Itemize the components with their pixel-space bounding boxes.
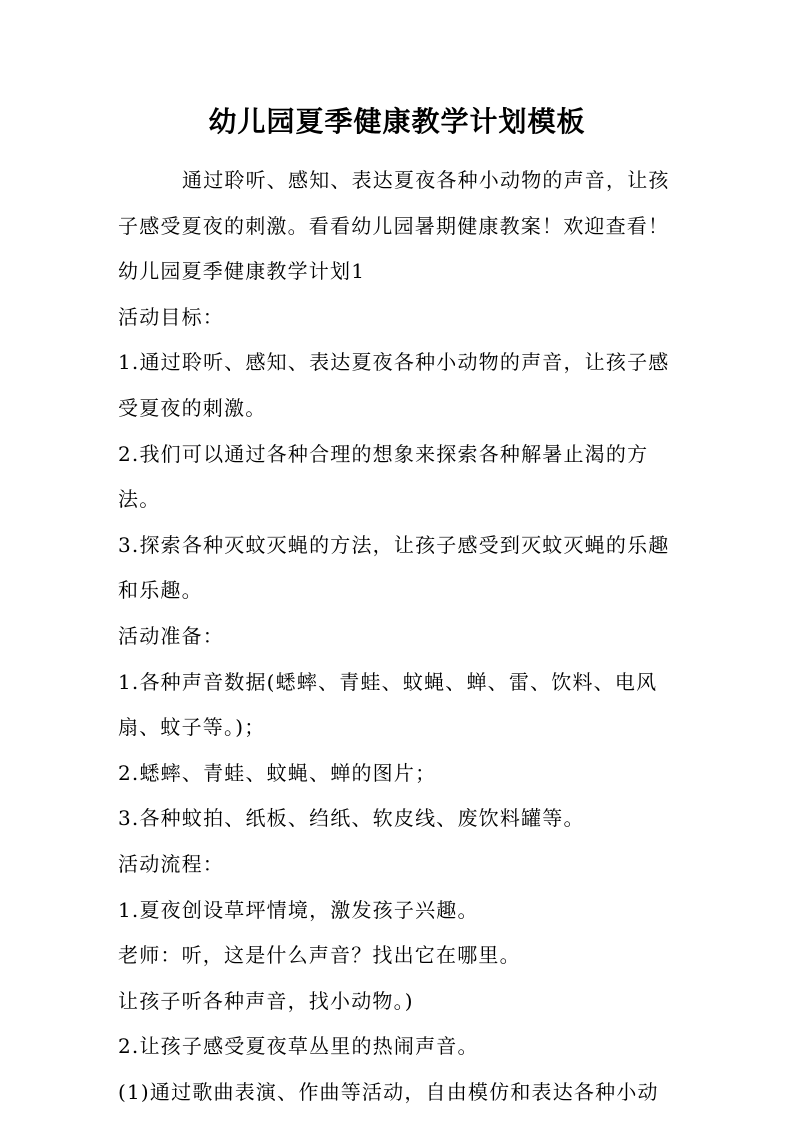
section-heading: 幼儿园夏季健康教学计划1 bbox=[118, 259, 366, 284]
document-body bbox=[118, 158, 684, 1115]
process-item: 1.夏夜创设草坪情境，激发孩子兴趣。 bbox=[118, 897, 479, 922]
prep-heading: 活动准备： bbox=[118, 623, 224, 648]
goal-item: 1.通过聆听、感知、表达夏夜各种小动物的声音，让孩子感受夏夜的刺激。 bbox=[118, 350, 670, 420]
process-item: 让孩子听各种声音，找小动物。) bbox=[118, 988, 414, 1013]
process-item: 2.让孩子感受夏夜草丛里的热闹声音。 bbox=[118, 1034, 479, 1059]
prep-item: 3.各种蚊拍、纸板、绉纸、软皮线、废饮料罐等。 bbox=[118, 806, 585, 831]
intro-paragraph: 通过聆听、感知、表达夏夜各种小动物的声音，让孩子感受夏夜的刺激。看看幼儿园暑期健康教案！欢迎查看！ bbox=[118, 168, 670, 238]
process-item: 老师：听，这是什么声音？找出它在哪里。 bbox=[118, 943, 521, 968]
goal-item: 2.我们可以通过各种合理的想象来探索各种解暑止渴的方法。 bbox=[118, 441, 649, 512]
prep-item: 2.蟋蟀、青蛙、蚊蝇、蝉的图片； bbox=[118, 760, 437, 785]
document-title: 幼儿园夏季健康教学计划模板 bbox=[208, 105, 586, 138]
process-heading: 活动流程： bbox=[118, 851, 224, 876]
prep-item: 1.各种声音数据(蟋蟀、青蛙、蚊蝇、蝉、雷、饮料、电风扇、蚊子等。)； bbox=[118, 669, 658, 740]
goals-heading: 活动目标： bbox=[118, 304, 224, 329]
process-item: (1)通过歌曲表演、作曲等活动，自由模仿和表达各种小动 bbox=[118, 1079, 659, 1104]
goal-item: 3.探索各种灭蚊灭蝇的方法，让孩子感受到灭蚊灭蝇的乐趣和乐趣。 bbox=[118, 532, 670, 603]
